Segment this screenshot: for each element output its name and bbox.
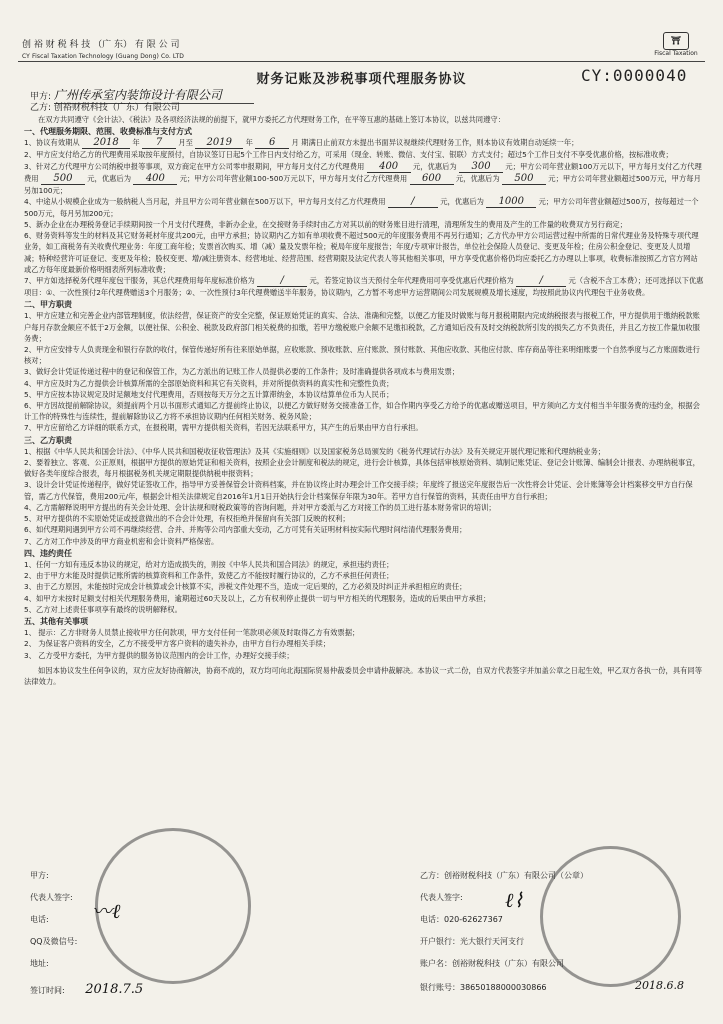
sign-a-date-label: 签订时间: [30,986,65,995]
fee-zero-declare: 400 [367,162,411,173]
clause-general-taxpayer: 4、中途从小规模企业成为一般纳税人当月起，并且甲方公司年营业额在500万以下，甲方每月支付乙方代理费用 / 元，优惠后为 1000 元；甲方公司年营业额超过500万，按每超过一个500万元，每月另加200元； [24,195,699,218]
clause-item: 1、任何一方如有违反本协议的规定，给对方造成损失的，则按《中华人民共和国合同法》的规定，承担违约责任； [24,559,394,569]
company-name-en: CY Fiscal Taxation Technology (Guang Dong) Co. LTD [22,53,185,60]
package-standard-price: / [257,276,307,287]
company-name-cn: 创 裕 财 税 科 技 （广 东） 有 限 公 司 [22,40,180,50]
sign-b-account-name: 账户名：创裕财税科技（广东）有限公司 [420,959,564,968]
sign-a-phone: 电话: [30,915,49,924]
sign-b-account-no: 银行账号：38650188000030866 [420,983,547,992]
clause-item: 7、甲方应留给乙方详细的联系方式，在报税期，需甲方提供相关资料，若因无法联系甲方，其产生的后果由甲方自行承担。 [24,423,423,433]
company-logo [646,32,706,57]
party-a-signature: 〰ℓ [92,899,121,923]
clause-item: 4、如甲方未按时足额支付相关代理服务费用，逾期超过60天及以上，乙方有权利停止提供一切与甲方相关的代理服务，造成的后果由甲方承担； [24,593,491,603]
clause-item: 7、乙方对工作中涉及的甲方商业机密和会计资料严格保密。 [24,536,219,546]
clause-item: 5、对甲方提供的不实原始凭证或授意做出的不合会计处理，有权拒绝并保留向有关部门反映的权利； [24,514,350,524]
sign-b-bank: 开户银行：光大银行天河支行 [420,937,524,946]
party-b-name: 创裕财税科技（广东）有限公司 [53,103,180,113]
clause-item: 1、根据《中华人民共和国会计法》、《中华人民共和国税收征收管理法》及其《实施细则》以及国家税务总局颁发的《税务代理试行办法》及有关规定开展代理记账和代理纳税业务； [24,446,606,456]
clause-item: 3、做好会计凭证传递过程中的登记和保管工作，为乙方派出的记账工作人员提供必要的工作条件；及时准确提供各项成本与费用发票； [24,367,460,377]
sign-b-phone: 电话：020-62627367 [420,915,503,924]
clause-item: 3、由于乙方原因，未能按时完成会计核算或会计核算不实，涉税文件处理不当，造成一定后果的，乙方必须及时纠正并承担相应的责任； [24,582,467,592]
clause-package: 7、甲方如选择税务代理年度包干服务，其总代理费用每年度标准价格为 / 元，若签定协议当天预付全年代理费用可享受优惠后代理价格为 / 元（含税不含工本费）；还可选择以下优惠项目：①、一次性预付2年代理费赠送3个月服务；②、一次性预付3年代理费赠送半年服务，协议期内，乙方暂不考虑甲方运营期间公司发展规模及增长速度，均按照此协议内代理包干业务收费。 [24,275,704,298]
document-title: 财务记账及涉税事项代理服务协议 [256,72,467,87]
clause-item: 5、乙方对上述责任事项享有最终的说明解释权。 [24,604,182,614]
clause-item: 1、 提示：乙方非财务人员禁止接收甲方任何款项，甲方支付任何一笔款项必须及时取得乙方有效票据； [24,628,360,638]
clause-item: 4、乙方需解释说明甲方提出的有关会计处理、会计法规和财税政策等的咨询问题，并对甲方委派与乙方对接工作的员工进行基本财务常识的培训； [24,502,496,512]
party-b-label: 乙方: [30,103,52,113]
intro-paragraph: 在双方共同遵守《会计法》、《税法》及各项经济法规的前提下，就甲方委托乙方代理财务工作，在平等互惠的基础上签订本协议，以兹共同遵守： [38,115,505,124]
clause-payment: 2、甲方应支付给乙方的代理费用采取按年度预付，自协议签订日起5个工作日内支付给乙方，可采用（现金、转账、微信、支付宝、银联）方式支付；超过5个工作日支付不享受优惠价格，按标准收费； [24,150,673,160]
sign-a-qq: QQ及微信号: [30,937,78,946]
sign-a-party: 甲方: [30,871,49,880]
party-b [30,100,180,113]
fee-zero-declare-discount: 300 [459,162,503,173]
sign-b-party: 乙方：创裕财税科技（广东）有限公司（公章） [420,871,588,880]
clause-item: 4、甲方应及时为乙方提供会计核算所需的全部原始资料和其它有关资料，并对所提供资料的真实性和完整性负责； [24,378,394,388]
sign-a-rep: 代表人签字: [30,893,73,902]
logo-icon: ⛩ [663,32,689,50]
sign-b-date: 2018.6.8 [635,979,684,992]
section-heading: 三、乙方职责 [24,435,72,445]
fee-general-taxpayer-discount: 1000 [486,197,536,208]
section-heading: 二、甲方职责 [24,300,72,310]
logo-caption: Fiscal Taxation [654,50,698,57]
clause-item: 2、 为保证客户资料的安全，乙方不接受甲方客户资料的遗失补办，由甲方自行办理相关手续； [24,639,331,649]
start-year: 2018 [82,138,130,149]
clause-term: 1、协议有效期从 2018 年 7 月至 2019 年 6 月 期满日止前双方未提出书面异议视继续代理财务工作，则本协议有效期自动延续一年； [24,137,579,149]
fee-under-5m-discount: 500 [502,174,546,185]
clause-item: 5、甲方应按本协议规定及时足额地支付代理费用，否则按每天万分之五计算滞纳金，本协议结算单位币为人民币； [24,389,394,399]
clause-new-company: 5、新办企业在办理税务登记手续期间按一个月支付代理费，非新办企业，在交接财务手续时由乙方对其以前的财务账目进行清理，清理所发生的费用及产生的工作量的收费双方另行商定； [24,220,627,230]
party-b-signature: ℓ⌇ [505,888,524,912]
clause-materials: 6、财务资料等发生的材料及其它财务耗材年度共200元，由甲方承担；协议期内乙方如有单项收费不超过500元的年度服务费用不再另行通知；乙方代办甲方公司运营过程中所需的日常代理业务及特殊专项代理业务，如工商税务有关收费代理业务：年度工商年检；发票首次购买、增（减）量及发票年检；税局年度年度报告；年度/专项审计报告，单位社会保险人员登记、变更及年检；住房公积金登记、变更及人员增减；特种经营许可证登记、变更及年检；股权变更、增/减注册资本、经营地址、经营范围、经营期限及法定代表人等其他相关事项，甲方享受优惠价格仍均应委托乙方办理以上事项，收费标准按照乙方官方网站或乙方每年度最新价格明细表所列标准收费； [24,231,699,274]
package-discount-price: / [516,276,566,287]
party-b-seal [540,846,681,987]
start-month: 7 [142,138,176,149]
fee-general-taxpayer: / [388,197,438,208]
clause-item: 6、如代理期间遇到甲方公司不再继续经营、合并、并购等公司内部重大变动，乙方可凭有关证明材料按实际代理时间结清代理服务费用； [24,525,467,535]
clause-fees: 3、针对乙方代理甲方公司纳税申报等事项，双方商定在甲方公司零申报期间，甲方每月支付乙方代理费用 400 元，优惠后为 300 元；甲方公司年营业额100万元以下，甲方每月支付乙方代理费用 500 元，优惠后为 400 元；甲方公司年营业额100-500万元以下，甲方每月支付乙方代理费用 600 元，优惠后为 500 元；甲方公司年营业额超过500万元，甲方每月另加100元； [24,160,702,195]
clause-item: 6、甲方因故提前解除协议，须提前两个月以书面形式通知乙方提前终止协议，以便乙方做好财务交接准备工作，如合作期内享受乙方给予的优惠或赠送项目，甲方须向乙方支付相当半年服务费的违约金，根据会计工作的特殊性与连续性，提前解除协议乙方将不承担协议期内任何相关财务、税务风险； [24,401,700,422]
clause-item: 3、设计会计凭证传递程序，做好凭证签收工作，指导甲方妥善保管会计资料档案，并在协议终止时办理会计工作交接手续；年度终了报送完年度报告后一次性将会计凭证、会计账簿等会计档案移交甲方自行保管，需乙方代保管，费用200元/年，根据会计相关法律规定自2016年1月1日开始执行会计档案保存年限为30年。若甲方自行保管的资料，其责任由甲方自行承担； [24,480,693,501]
sign-a-date: 2018.7.5 [85,982,144,997]
section-heading: 五、其他有关事项 [24,616,88,626]
clause-item: 2、要着独立、客观、公正原则，根据甲方提供的原始凭证和相关资料，按照企业会计制度和税法的规定，进行会计核算，具体包括审核原始资料、填制记账凭证、登记会计账簿、编制会计报表、办理纳税事宜，做好各类年度综合报表，每月根据税务机关规定期限提供纳税申报资料； [24,458,700,479]
section-heading: 四、违约责任 [24,548,72,558]
party-a-name: 广州传承室内装饰设计有限公司 [54,86,254,104]
sign-a-address: 地址: [30,959,49,968]
sign-b-rep: 代表人签字: [420,893,463,902]
header-divider [18,61,705,62]
clause-item: 2、甲方应安排专人负责现金和银行存款的收付，保管传递好所有往来原始单据，应收账款、预收账款、应付账款、预付账款、其他应收款、其他应付款、库存商品等往来明细账要一个自然季度与乙方账面数进行核对； [24,345,700,366]
clause-item: 3、 乙方受甲方委托，为甲方提供的服务协议范围内的会计工作，办理好交接手续； [24,650,294,660]
fee-under-5m: 600 [410,174,454,185]
clause-item: 1、甲方应建立和完善企业内部管理制度，依法经营，保证资产的安全完整，保证原始凭证的真实、合法、准确和完整，以便乙方能及时做账与每月报税期限内完成纳税报表与报税工作，甲方提供用于缴纳税款账户每月存款金额应不低于2万金额，以便社保、公积金、税款及政府部门相关税费的扣缴，若甲方缴税账户余额不足缴扣税款，乙方通知后没有及时交纳税款所引发的损失乙方不负责任，并且乙方按工作量加收服务费； [24,311,700,343]
contract-number: CY:0000040 [581,66,688,85]
clause-item: 2、由于甲方未能及时提供记账所需的核算资料和工作条件，致使乙方不能按时履行协议的，乙方不承担任何责任； [24,571,394,581]
contract-body [24,114,704,687]
end-year: 2019 [195,138,243,149]
section-heading: 一、代理服务期限、范围、收费标准与支付方式 [24,127,192,137]
party-a-label: 甲方: [30,92,52,102]
company-header [22,40,184,62]
fee-under-1m: 500 [41,174,85,185]
sign-a-date-row [30,982,143,997]
closing-paragraph: 如因本协议发生任何争议的，双方应友好协商解决，协商不成的，双方均可向北海国际贸易仲裁委员会申请仲裁解决。本协议一式二份，自双方代表签字并加盖公章之日起生效，甲乙双方各执一份，具有同等法律效力。 [24,665,703,686]
end-month: 6 [255,138,289,149]
fee-under-1m-discount: 400 [133,174,177,185]
